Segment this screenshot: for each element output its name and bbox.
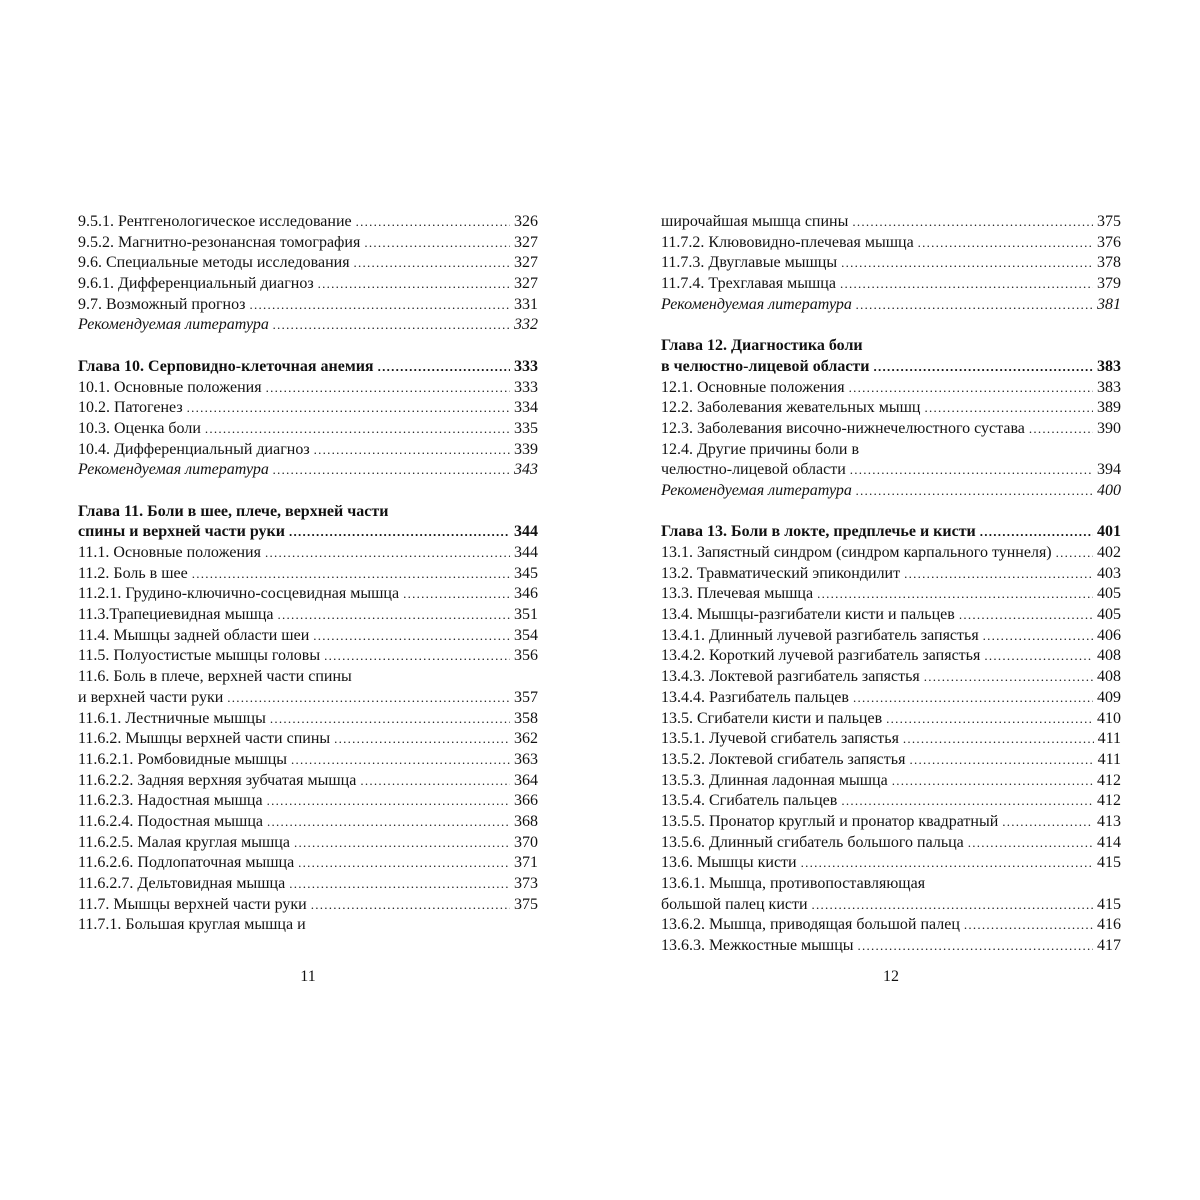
toc-chapter-entry [661,357,1121,378]
toc-leader-dots [267,791,510,812]
toc-entry-title: 13.5.2. Локтевой сгибатель запястья [661,750,906,768]
toc-entry [78,895,538,916]
toc-entry-title: 11.2.1. Грудино-ключично-сосцевидная мышца [78,585,400,603]
toc-chapter-entry [661,336,1121,357]
toc-leader-dots [354,253,510,274]
toc-leader-dots [187,398,510,419]
toc-entry-page: 344 [514,523,538,541]
toc-entry [661,274,1121,295]
toc-entry-title: 12.4. Другие причины боли в [661,440,860,458]
toc-entry-page: 414 [1097,833,1121,851]
toc-leader-dots [841,791,1093,812]
toc-entry [661,936,1121,957]
toc-leader-dots [356,212,510,233]
toc-entry-title: 9.6. Специальные методы исследования [78,254,350,272]
toc-entry-title: 11.6.2.4. Подостная мышца [78,812,264,830]
toc-leader-dots [205,419,510,440]
toc-entry-title: 11.6.2.1. Ромбовидные мышцы [78,750,288,768]
toc-entry-title: 11.6.1. Лестничные мышцы [78,709,266,727]
toc-leader-dots [270,709,510,730]
toc-entry-title: Рекомендуемая литература [661,295,852,313]
toc-entry-page: 356 [514,647,538,665]
toc-entry-title: 13.4.4. Разгибатель пальцев [661,688,849,706]
toc-entry [78,771,538,792]
toc-entry-page: 358 [514,709,538,727]
toc-entry [78,398,538,419]
toc-entry-page: 334 [514,399,538,417]
toc-entry-title: 10.1. Основные положения [78,378,262,396]
toc-entry [661,874,1121,895]
toc-entry [661,398,1121,419]
toc-leader-dots [852,212,1093,233]
toc-entry-page: 401 [1097,523,1121,541]
toc-entry [661,605,1121,626]
toc-entry-page: 408 [1097,668,1121,686]
toc-entry [661,750,1121,771]
toc-leader-dots [298,853,510,874]
toc-leader-dots [311,895,510,916]
toc-entry-title: 13.5.5. Пронатор круглый и пронатор квадратный [661,812,999,830]
toc-leader-dots [273,315,510,336]
toc-entry-page: 371 [514,854,538,872]
toc-leader-dots [903,729,1094,750]
page-number-left: 11 [300,968,316,985]
toc-entry [78,915,538,936]
toc-entry-page: 405 [1097,606,1121,624]
toc-entry-page: 332 [514,316,538,334]
toc-entry [78,853,538,874]
toc-chapter-entry [78,502,538,523]
toc-leader-dots [874,357,1094,378]
toc-entry [661,646,1121,667]
toc-leader-dots [318,274,510,295]
toc-entry [78,564,538,585]
toc-entry-title: 13.4.2. Короткий лучевой разгибатель запястья [661,647,981,665]
toc-entry [78,688,538,709]
toc-leader-dots [853,688,1093,709]
toc-entry-title: 13.1. Запястный синдром (синдром карпального туннеля) [661,544,1052,561]
toc-entry-page: 331 [514,295,538,313]
toc-leader-dots [812,895,1093,916]
toc-entry-title: 9.7. Возможный прогноз [78,295,246,313]
toc-entry [661,253,1121,274]
toc-leader-dots [378,357,510,378]
toc-entry-title: 9.5.2. Магнитно-резонансная томография [78,233,361,251]
toc-entry-page: 394 [1097,461,1121,479]
toc-entry-page: 417 [1097,937,1121,955]
toc-entry [78,274,538,295]
toc-entry-title: 10.2. Патогенез [78,399,183,417]
toc-leader-dots [227,688,510,709]
toc-entry-title: в челюстно-лицевой области [661,357,870,375]
toc-entry-page: 390 [1097,419,1121,437]
toc-entry-title: 13.5.4. Сгибатель пальцев [661,792,838,810]
toc-entry-title: и верхней части руки [78,688,224,706]
toc-leader-dots [291,750,510,771]
toc-leader-dots [924,667,1093,688]
toc-entry-page: 335 [514,419,538,437]
toc-entry [661,212,1121,233]
toc-entry [661,771,1121,792]
toc-entry-page: 362 [514,730,538,748]
toc-entry [661,378,1121,399]
toc-entry-title: 11.6.2.2. Задняя верхняя зубчатая мышца [78,771,357,789]
toc-entry-title: 11.1. Основные положения [78,544,261,561]
toc-literature-entry [661,295,1121,316]
toc-entry [78,295,538,316]
toc-leader-dots [265,543,510,564]
toc-entry-page: 416 [1097,916,1121,934]
toc-leader-dots [1002,812,1093,833]
toc-entry [661,419,1121,440]
toc-entry [78,812,538,833]
toc-chapter-entry [78,357,538,378]
toc-entry-page: 370 [514,833,538,851]
toc-leader-dots [918,233,1093,254]
toc-leader-dots [324,646,510,667]
toc-entry-page: 357 [514,688,538,706]
toc-entry-title: 11.2. Боль в шее [78,564,188,582]
toc-entry [661,233,1121,254]
toc-spacer [78,481,538,502]
toc-leader-dots [849,378,1093,399]
toc-leader-dots [273,460,510,481]
toc-leader-dots [249,295,510,316]
toc-entry [661,460,1121,481]
toc-entry-page: 412 [1097,792,1121,810]
toc-entry-title: Глава 12. Диагностика боли [661,337,863,355]
toc-entry [78,667,538,688]
toc-entry-title: 13.5.1. Лучевой сгибатель запястья [661,730,899,748]
toc-entry [78,419,538,440]
toc-leader-dots [984,646,1093,667]
toc-entry [661,791,1121,812]
toc-literature-entry [78,460,538,481]
toc-leader-dots [289,522,510,543]
toc-entry-page: 368 [514,812,538,830]
toc-entry-title: 13.5.3. Длинная ладонная мышца [661,771,888,789]
toc-entry [78,646,538,667]
toc-entry-title: 11.6.2. Мышцы верхней части спины [78,730,331,748]
toc-entry-page: 346 [514,585,538,603]
toc-entry-page: 381 [1097,295,1121,313]
toc-leader-dots [817,584,1093,605]
toc-entry-page: 375 [514,895,538,913]
toc-entry [661,709,1121,730]
toc-leader-dots [959,605,1093,626]
toc-leader-dots [403,584,510,605]
toc-entry-title: 12.2. Заболевания жевательных мышц [661,399,921,417]
toc-entry [78,874,538,895]
toc-entry-title: 11.6.2.7. Дельтовидная мышца [78,875,286,892]
toc-leader-dots [964,915,1093,936]
toc-entry-page: 327 [514,275,538,293]
toc-entry-page: 333 [514,378,538,396]
toc-entry-title: 10.4. Дифференциальный диагноз [78,440,310,458]
toc-entry-page: 333 [514,357,538,375]
toc-leader-dots [840,274,1093,295]
toc-entry-page: 406 [1097,626,1121,644]
toc-leader-dots [314,440,510,461]
toc-entry [661,584,1121,605]
toc-entry-title: спины и верхней части руки [78,523,285,541]
toc-leader-dots [892,771,1093,792]
toc-entry-page: 412 [1097,771,1121,789]
toc-chapter-entry [661,522,1121,543]
toc-entry [78,729,538,750]
toc-entry-page: 405 [1097,585,1121,603]
toc-entry-title: 13.6.1. Мышца, противопоставляющая [661,875,926,892]
toc-entry-title: 12.3. Заболевания височно-нижнечелюстного сустава [661,419,1025,437]
toc-entry-page: 375 [1097,213,1121,230]
toc-entry-title: 13.4. Мышцы-разгибатели кисти и пальцев [661,606,955,624]
toc-entry-page: 408 [1097,647,1121,665]
toc-entry [78,833,538,854]
toc-chapter-entry [78,522,538,543]
toc-entry-page: 364 [514,771,538,789]
toc-entry-page: 403 [1097,564,1121,582]
toc-entry-page: 351 [514,606,538,624]
toc-leader-dots [850,460,1093,481]
toc-entry-page: 343 [514,461,538,479]
toc-entry-page: 373 [514,875,538,892]
toc-entry-page: 400 [1097,481,1121,499]
toc-entry [78,440,538,461]
toc-entry [661,440,1121,461]
toc-entry-page: 389 [1097,399,1121,417]
toc-entry-title: челюстно-лицевой области [661,461,846,479]
toc-entry-page: 354 [514,626,538,644]
toc-entry-title: 13.3. Плечевая мышца [661,585,814,603]
toc-entry-title: 9.6.1. Дифференциальный диагноз [78,275,314,293]
toc-leader-dots [858,936,1093,957]
toc-entry-page: 327 [514,254,538,272]
toc-entry-title: Рекомендуемая литература [661,481,852,499]
toc-entry [78,253,538,274]
toc-entry-title: 11.7.4. Трехглавая мышца [661,275,836,293]
toc-leader-dots [983,626,1093,647]
toc-leader-dots [313,626,510,647]
toc-entry-title: 13.5. Сгибатели кисти и пальцев [661,709,883,727]
toc-entry [78,233,538,254]
toc-entry [661,833,1121,854]
toc-entry-title: Рекомендуемая литература [78,461,269,479]
toc-entry [661,729,1121,750]
toc-entry-page: 345 [514,564,538,582]
toc-entry-title: 11.7.2. Клювовидно-плечевая мышца [661,233,914,251]
toc-entry-page: 326 [514,213,538,230]
toc-leader-dots [856,481,1093,502]
toc-entry [78,791,538,812]
toc-entry-title: Глава 13. Боли в локте, предплечье и кисти [661,523,976,541]
toc-entry [78,626,538,647]
toc-entry-title: 9.5.1. Рентгенологическое исследование [78,213,352,230]
toc-leader-dots [924,398,1093,419]
toc-entry [78,212,538,233]
toc-spacer [661,502,1121,523]
toc-right [661,212,1121,957]
toc-entry-page: 415 [1097,895,1121,913]
toc-entry-title: 13.6. Мышцы кисти [661,854,797,872]
toc-entry-title: 12.1. Основные положения [661,378,845,396]
toc-leader-dots [278,605,511,626]
toc-leader-dots [1056,543,1093,564]
toc-entry-title: широчайшая мышца спины [661,213,849,230]
toc-entry [78,709,538,730]
toc-spacer [78,336,538,357]
toc-entry-title: 11.7.1. Большая круглая мышца и [78,916,306,934]
toc-entry [661,667,1121,688]
toc-entry [661,688,1121,709]
toc-entry-page: 379 [1097,275,1121,293]
toc-entry [661,812,1121,833]
toc-entry-title: 13.5.6. Длинный сгибатель большого пальца [661,833,964,851]
toc-entry-title: 13.2. Травматический эпикондилит [661,564,901,582]
toc-entry-title: 11.7. Мышцы верхней части руки [78,895,307,913]
toc-entry-title: 11.6.2.6. Подлопаточная мышца [78,854,295,872]
toc-entry-title: 11.3.Трапециевидная мышца [78,606,274,624]
toc-leader-dots [980,522,1093,543]
toc-entry [661,895,1121,916]
toc-entry [661,915,1121,936]
toc-leader-dots [968,833,1093,854]
toc-leader-dots [886,709,1093,730]
toc-entry [78,750,538,771]
toc-leader-dots [856,295,1093,316]
toc-leader-dots [364,233,510,254]
toc-spacer [661,315,1121,336]
toc-leader-dots [909,750,1093,771]
toc-entry [78,378,538,399]
toc-entry-title: 11.4. Мышцы задней области шеи [78,626,310,644]
toc-leader-dots [192,564,510,585]
toc-entry-page: 376 [1097,233,1121,251]
toc-entry-title: 11.5. Полуостистые мышцы головы [78,647,321,665]
toc-entry-page: 402 [1097,544,1121,561]
toc-entry [661,564,1121,585]
toc-entry-title: 11.6.2.5. Малая круглая мышца [78,833,290,851]
toc-entry-page: 366 [514,792,538,810]
toc-entry-title: 11.6. Боль в плече, верхней части спины [78,668,352,686]
toc-leader-dots [267,812,510,833]
toc-leader-dots [360,771,510,792]
toc-entry-title: Глава 11. Боли в шее, плече, верхней части [78,502,389,520]
toc-entry-title: 13.6.2. Мышца, приводящая большой палец [661,916,960,934]
toc-leader-dots [1029,419,1093,440]
toc-entry-page: 339 [514,440,538,458]
toc-literature-entry [661,481,1121,502]
toc-entry-page: 327 [514,233,538,251]
toc-entry-page: 415 [1097,854,1121,872]
toc-leader-dots [266,378,510,399]
toc-leader-dots [841,253,1093,274]
toc-leader-dots [904,564,1093,585]
toc-leader-dots [294,833,510,854]
toc-entry-page: 383 [1097,357,1121,375]
toc-entry [661,626,1121,647]
page-number-right: 12 [883,968,899,985]
toc-entry [661,543,1121,564]
toc-entry-title: Глава 10. Серповидно-клеточная анемия [78,357,374,375]
toc-entry-title: большой палец кисти [661,895,808,913]
toc-entry [78,543,538,564]
toc-entry [78,584,538,605]
toc-literature-entry [78,315,538,336]
toc-entry-title: 13.6.3. Межкостные мышцы [661,937,854,955]
toc-entry [78,605,538,626]
toc-leader-dots [289,874,510,895]
toc-entry-page: 344 [514,544,538,561]
toc-entry-page: 409 [1097,688,1121,706]
toc-entry-title: 13.4.3. Локтевой разгибатель запястья [661,668,920,686]
toc-entry-title: 11.6.2.3. Надостная мышца [78,792,263,810]
toc-left [78,212,538,936]
toc-entry-page: 411 [1097,730,1121,748]
toc-entry-page: 413 [1097,812,1121,830]
toc-entry-page: 411 [1097,750,1121,768]
toc-entry-page: 383 [1097,378,1121,396]
toc-entry-title: 10.3. Оценка боли [78,419,201,437]
toc-entry-page: 410 [1097,709,1121,727]
toc-entry [661,853,1121,874]
toc-entry-page: 378 [1097,254,1121,272]
toc-entry-title: 11.7.3. Двуглавые мышцы [661,254,838,272]
toc-entry-title: 13.4.1. Длинный лучевой разгибатель запястья [661,626,979,644]
toc-leader-dots [801,853,1093,874]
toc-entry-title: Рекомендуемая литература [78,316,269,334]
toc-entry-page: 363 [514,750,538,768]
toc-leader-dots [334,729,510,750]
